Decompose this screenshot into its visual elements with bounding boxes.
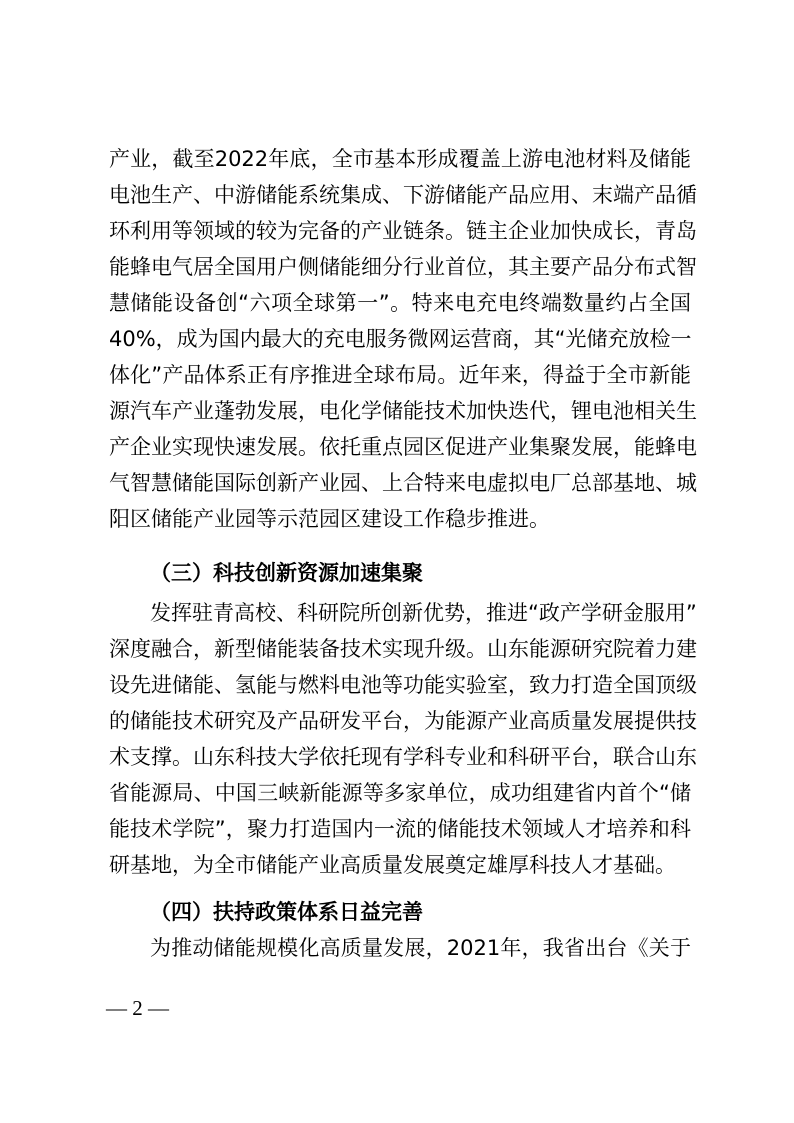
paragraph-line: 能蜂电气居全国用户侧储能细分行业首位，其主要产品分布式智 [109,255,697,279]
paragraph-line: 术支撑。山东科技大学依托现有学科专业和科研平台，联合山东 [109,745,697,769]
section-heading-3: （三）科技创新资源加速集聚 [150,560,423,585]
paragraph-line: 阳区储能产业园等示范园区建设工作稳步推进。 [109,507,550,531]
paragraph-line: 深度融合，新型储能装备技术实现升级。山东能源研究院着力建 [109,637,697,661]
paragraph-line: 源汽车产业蓬勃发展，电化学储能技术加快迭代，锂电池相关生 [109,399,697,423]
paragraph-line: 研基地，为全市储能产业高质量发展奠定雄厚科技人才基础。 [109,853,676,877]
paragraph-line: 电池生产、中游储能系统集成、下游储能产品应用、末端产品循 [109,183,697,207]
paragraph-line: 40%，成为国内最大的充电服务微网运营商，其“光储充放检一 [109,327,692,351]
paragraph-line: 体化”产品体系正有序推进全球布局。近年来，得益于全市新能 [109,363,691,387]
paragraph-line: 慧储能设备创“六项全球第一”。特来电充电终端数量约占全国 [109,291,691,315]
paragraph-line: 产业，截至2022年底，全市基本形成覆盖上游电池材料及储能 [109,147,691,171]
paragraph-line: 环利用等领域的较为完备的产业链条。链主企业加快成长，青岛 [109,219,697,243]
paragraph-line: 的储能技术研究及产品研发平台，为能源产业高质量发展提供技 [109,709,697,733]
paragraph-line: 能技术学院”，聚力打造国内一流的储能技术领域人才培养和科 [109,817,691,841]
section-heading-4: （四）扶持政策体系日益完善 [150,899,423,924]
paragraph-line: 设先进储能、氢能与燃料电池等功能实验室，致力打造全国顶级 [109,673,697,697]
paragraph-line: 为推动储能规模化高质量发展，2021年，我省出台《关于 [150,936,691,960]
paragraph-line: 产企业实现快速发展。依托重点园区促进产业集聚发展，能蜂电 [109,435,697,459]
paragraph-line: 气智慧储能国际创新产业园、上合特来电虚拟电厂总部基地、城 [109,471,697,495]
page-number: — 2 — [106,996,169,1020]
paragraph-line: 省能源局、中国三峡新能源等多家单位，成功组建省内首个“储 [109,781,691,805]
paragraph-line: 发挥驻青高校、科研院所创新优势，推进“政产学研金服用” [150,601,697,625]
